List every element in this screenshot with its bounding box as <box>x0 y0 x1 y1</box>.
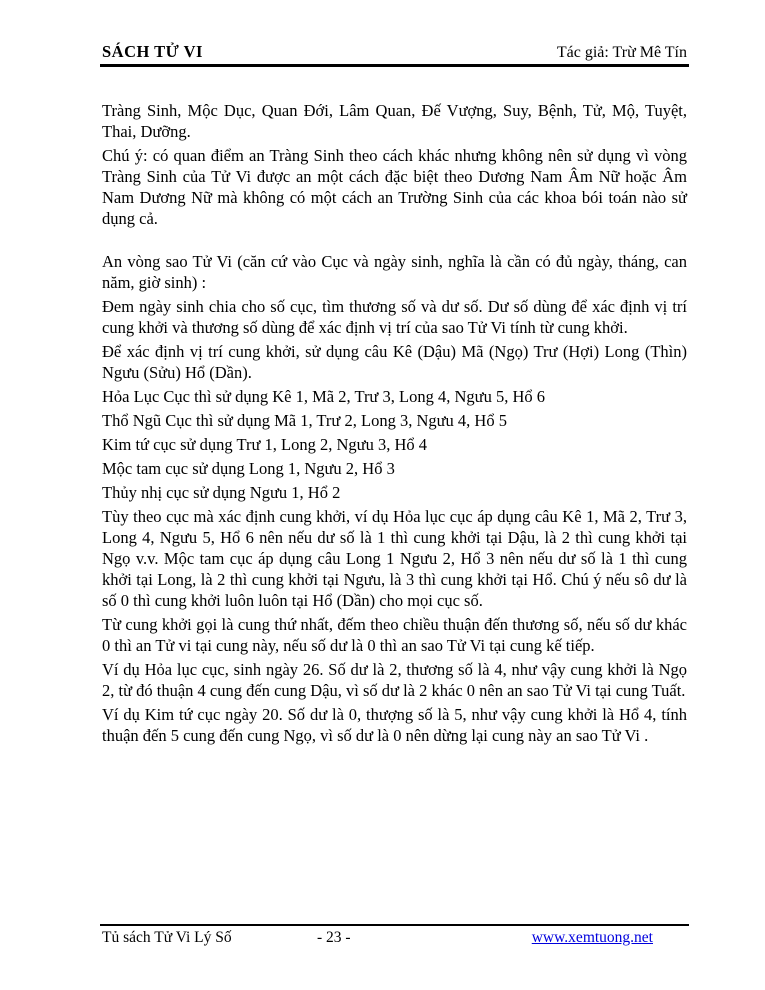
paragraph: Tràng Sinh, Mộc Dục, Quan Đới, Lâm Quan, Đế Vượng, Suy, Bệnh, Tử, Mộ, Tuyệt, Thai, Dưỡng. <box>102 101 687 141</box>
paragraph: Ví dụ Kim tứ cục ngày 20. Số dư là 0, thượng số là 5, như vậy cung khởi là Hổ 4, tính thuận đến 5 cung đến cung Ngọ, vì số dư là 0 nên dừng lại cung này an sao Tử Vi . <box>102 705 687 745</box>
paragraph: Để xác định vị trí cung khởi, sử dụng câu Kê (Dậu) Mã (Ngọ) Trư (Hợi) Long (Thìn) Ngưu (Sửu) Hổ (Dần). <box>102 342 687 382</box>
paragraph: An vòng sao Tử Vi (căn cứ vào Cục và ngày sinh, nghĩa là cần có đủ ngày, tháng, can năm, giờ sinh) : <box>102 252 687 292</box>
page-header <box>102 42 687 62</box>
paragraph: Hỏa Lục Cục thì sử dụng Kê 1, Mã 2, Trư 3, Long 4, Ngưu 5, Hổ 6 <box>102 387 545 406</box>
footer-website-link[interactable]: www.xemtuong.net <box>531 929 653 946</box>
paragraph: Mộc tam cục sử dụng Long 1, Ngưu 2, Hổ 3 <box>102 459 395 478</box>
paragraph: Đem ngày sinh chia cho số cục, tìm thương số và dư số. Dư số dùng để xác định vị trí cung khởi và thương số dùng để xác định vị trí của sao Tử Vi tính từ cung khởi. <box>102 297 687 337</box>
paragraph: Thủy nhị cục sử dụng Ngưu 1, Hổ 2 <box>102 483 341 502</box>
footer-series-title: Tủ sách Tử Vi Lý Số <box>102 929 232 946</box>
page-footer <box>102 929 687 951</box>
footer-rule <box>100 924 689 926</box>
paragraph: Tùy theo cục mà xác định cung khởi, ví dụ Hỏa lục cục áp dụng câu Kê 1, Mã 2, Trư 3, Long 4, Ngưu 5, Hổ 6 nên nếu dư số là 1 thì cung khởi tại Dậu, là 2 thì cung khởi tại Ngọ v.v. Mộc tam cục áp dụng câu Long 1 Ngưu 2, Hổ 3 nên nếu dư số là 1 thì cung khởi tại Long, là 2 thì cung khởi tại Ngưu, là 3 thì cung khởi tại Hổ. Chú ý nếu sô dư là số 0 thì cung khởi luôn luôn tại Hổ (Dần) cho mọi cục số. <box>102 507 687 610</box>
paragraph: Kim tứ cục sử dụng Trư 1, Long 2, Ngưu 3, Hổ 4 <box>102 435 427 454</box>
book-title: SÁCH TỬ VI <box>102 42 203 61</box>
author-credit: Tác giả: Trừ Mê Tín <box>556 44 687 61</box>
paragraph: Ví dụ Hỏa lục cục, sinh ngày 26. Số dư là 2, thương số là 4, như vậy cung khởi là Ngọ 2, từ đó thuận 4 cung đến cung Dậu, vì số dư là 2 khác 0 nên an sao Tử Vi tại cung Tuất. <box>102 660 687 700</box>
paragraph: Thổ Ngũ Cục thì sử dụng Mã 1, Trư 2, Long 3, Ngưu 4, Hổ 5 <box>102 411 507 430</box>
paragraph: Chú ý: có quan điểm an Tràng Sinh theo cách khác nhưng không nên sử dụng vì vòng Tràng Sinh của Tử Vi được an một cách đặc biệt theo Dương Nam Âm Nữ hoặc Âm Nam Dương Nữ mà không có một cách an Trường Sinh của các khoa bói toán nào sử dụng cả. <box>102 146 687 228</box>
header-rule <box>100 64 689 67</box>
page-number: - 23 - <box>317 929 351 946</box>
document-body <box>102 100 687 749</box>
paragraph: Từ cung khởi gọi là cung thứ nhất, đếm theo chiều thuận đến thương số, nếu số dư khác 0 thì an Tử vi tại cung này, nếu số dư là 0 thì an sao Tử Vi tại cung kế tiếp. <box>102 615 687 655</box>
